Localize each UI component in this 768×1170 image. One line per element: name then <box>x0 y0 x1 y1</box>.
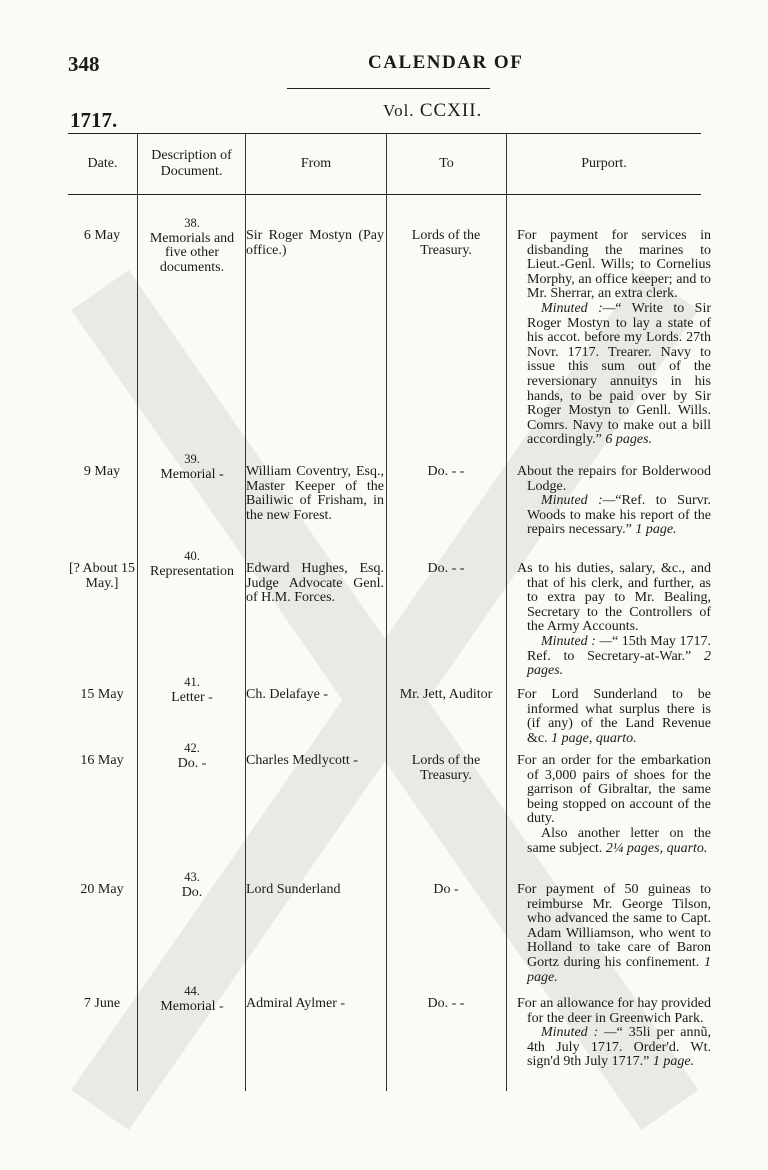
volume-label <box>383 100 482 122</box>
col-head-to: To <box>439 156 454 171</box>
entry-number: 43. <box>184 870 200 884</box>
page-count: 1 page. <box>652 1054 695 1070</box>
purport-text: For payment for services in disbanding the marines to Lieut.-Genl. Wills; to Cornelius Morphy, an office keeper; and to Mr. Sherrar, an extra clerk. <box>517 228 711 302</box>
entry-number: 42. <box>184 741 200 755</box>
entry-to: Do. - - <box>427 561 465 576</box>
entry-date: 6 May <box>83 228 121 243</box>
purport-minute <box>527 635 711 679</box>
entry-to: Do - <box>433 882 459 897</box>
column-divider <box>137 134 138 1091</box>
entry-number: 44. <box>184 984 200 998</box>
entry-description-text: Memorial - <box>160 998 224 1014</box>
purport-text: For payment of 50 guineas to reimburse Mr. George Tilson, who advanced the same to Capt. Adam Williamson, who went to Holland to take care of Baron Gortz during his confinement. <box>517 882 711 970</box>
col-head-from: From <box>300 156 332 171</box>
purport-text: For an order for the embarkation of 3,000 pairs of shoes for the garrison of Gibraltar, the same being stopped on account of the duty. <box>517 753 711 827</box>
entry-to: Lords of the Treasury. <box>411 228 481 258</box>
entry-to: Mr. Jett, Auditor <box>399 687 493 702</box>
minute-text: Also another letter on the same subject. <box>527 825 711 856</box>
entry-purport <box>517 562 711 679</box>
minute-text: “ 15th May 1717. Ref. to Secretary-at-War.” <box>527 633 711 664</box>
entry-date: 7 June <box>83 996 121 1011</box>
header-rule <box>68 194 701 195</box>
volume-number: CCXII. <box>419 100 483 121</box>
minute-text: “ 35li per annũ, 4th July 1717. Order'd. Wt. sign'd 9th July 1717.” <box>527 1025 711 1070</box>
entry-from: Sir Roger Mostyn (Pay office.) <box>246 228 384 258</box>
entry-to: Do. - - <box>427 996 465 1011</box>
entry-description-text: Memorials and five other documents. <box>149 230 235 275</box>
entry-to: Lords of the Treasury. <box>411 753 481 783</box>
minute-label: Minuted :— <box>541 493 616 509</box>
col-head-date: Date. <box>87 156 118 171</box>
column-divider <box>386 134 387 1091</box>
header-rule <box>287 88 490 89</box>
entry-purport <box>517 688 711 746</box>
year-label: 1717. <box>70 108 118 132</box>
minute-text: “ Write to Sir Roger Mostyn to lay a state of his accot. before my Lords. 27th Novr. 1717. Trearer. Navy to issue this sum out of the reversionary annuitys in his hands, to be paid over by Sir Roger Mostyn to Genll. Wills. Comrs. Navy to make out a bill accordingly.” <box>527 300 712 448</box>
page-count: 1 page. <box>635 522 677 538</box>
page-count: 1 page. <box>527 954 711 985</box>
purport-text: For Lord Sunderland to be informed what surplus there is (if any) of the Land Revenue &c. <box>517 687 711 746</box>
entry-to: Do. - - <box>427 464 465 479</box>
page-count: 2¼ pages, quarto. <box>605 840 708 856</box>
page-count: 2 pages. <box>527 648 711 679</box>
running-title: CALENDAR OF <box>368 52 524 73</box>
column-divider <box>245 134 246 1091</box>
purport-text: About the repairs for Bolderwood Lodge. <box>517 464 711 494</box>
entry-purport <box>517 465 711 538</box>
entry-number: 38. <box>184 216 200 230</box>
purport-minute <box>527 494 711 538</box>
entry-date: 9 May <box>83 464 121 479</box>
entry-description <box>142 452 242 482</box>
purport-minute <box>527 827 711 856</box>
entry-description-text: Representation <box>150 563 234 579</box>
page-number: 348 <box>68 52 100 76</box>
entry-number: 39. <box>184 452 200 466</box>
entry-from: Admiral Aylmer - <box>246 996 346 1011</box>
entry-description <box>142 216 242 275</box>
col-head-description: Description of Document. <box>151 148 232 179</box>
entry-number: 40. <box>184 549 200 563</box>
entry-description <box>142 741 242 771</box>
entry-description <box>142 984 242 1014</box>
entry-date: 20 May <box>80 882 124 897</box>
minute-text: “Ref. to Survr. Woods to make his report of the repairs necessary.” <box>527 493 712 538</box>
entry-description-text: Letter - <box>171 689 213 705</box>
entry-description-text: Memorial - <box>160 466 224 482</box>
entry-from: William Coventry, Esq., Master Keeper of the Bailiwic of Frisham, in the new Forest. <box>246 464 384 523</box>
entry-number: 41. <box>184 675 200 689</box>
entry-description-text: Do. - <box>177 755 207 771</box>
purport-text: As to his duties, salary, &c., and that of his clerk, and further, as to extra pay to Mr. Bealing, Secretary to the Controllers of the Army Accounts. <box>517 561 711 635</box>
entry-date: [? About 15 May.] <box>68 561 136 591</box>
purport-text: For an allowance for hay provided for the deer in Greenwich Park. <box>517 996 711 1026</box>
entry-purport <box>517 997 711 1070</box>
minute-label: Minuted : — <box>541 633 612 649</box>
entry-description <box>142 675 242 705</box>
entry-from: Lord Sunderland <box>246 882 341 897</box>
entry-from: Charles Medlycott - <box>246 753 358 768</box>
entry-from: Edward Hughes, Esq. Judge Advocate Genl. of H.M. Forces. <box>246 561 384 606</box>
page-count: 1 page, quarto. <box>551 730 637 746</box>
calendar-table <box>68 133 712 1091</box>
entry-description-text: Do. <box>181 884 203 900</box>
entry-purport <box>517 883 711 985</box>
entry-from: Ch. Delafaye - <box>246 687 329 702</box>
entry-description <box>142 549 242 579</box>
minute-label: Minuted :— <box>541 300 616 316</box>
entry-date: 15 May <box>80 687 124 702</box>
purport-minute <box>527 302 711 448</box>
entry-description <box>142 870 242 900</box>
entry-date: 16 May <box>80 753 124 768</box>
volume-prefix: Vol. <box>383 101 415 120</box>
column-divider <box>506 134 507 1091</box>
entry-purport <box>517 754 711 856</box>
col-head-purport: Purport. <box>581 156 627 171</box>
page-count: 6 pages. <box>605 432 653 448</box>
entry-purport <box>517 229 711 448</box>
purport-minute <box>527 1026 711 1070</box>
minute-label: Minuted : — <box>541 1025 617 1041</box>
